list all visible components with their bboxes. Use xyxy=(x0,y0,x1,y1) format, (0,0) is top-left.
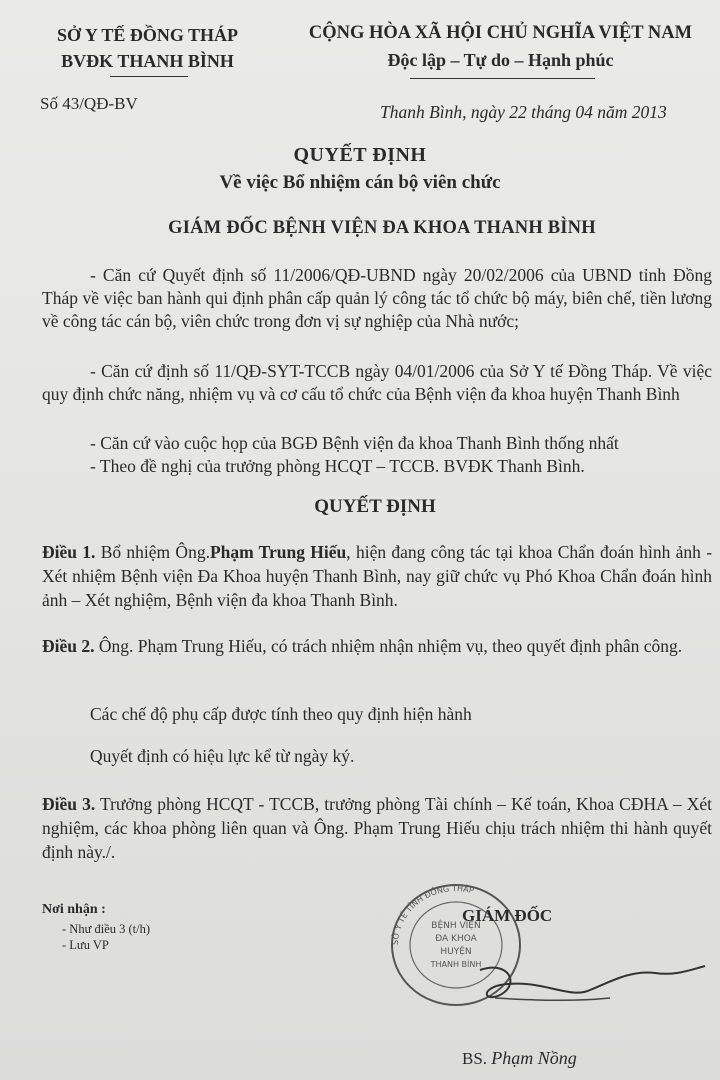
article-2 xyxy=(42,634,712,658)
issuer-block xyxy=(20,22,275,74)
legal-basis-1: - Căn cứ Quyết định số 11/2006/QĐ-UBND ngày 20/02/2006 của UBND tỉnh Đồng Tháp về việc ban hành qui định phân cấp quản lý công tác tổ chức bộ máy, biên chế, tiền lương về công tác cán bộ, viên chức trong đơn vị sự nghiệp của Nhà nước; xyxy=(42,265,712,331)
signer-fullname: Phạm Nồng xyxy=(491,1048,577,1068)
document-number: Số 43/QĐ-BV xyxy=(40,94,138,113)
article-1-label: Điều 1. xyxy=(42,542,96,562)
legal-basis-4: - Theo đề nghị của trưởng phòng HCQT – TCCB. BVĐK Thanh Bình. xyxy=(90,456,585,476)
recipient-item: - Như điều 3 (t/h) xyxy=(62,922,151,936)
director-heading: GIÁM ĐỐC BỆNH VIỆN ĐA KHOA THANH BÌNH xyxy=(168,218,596,238)
handwritten-signature xyxy=(440,940,710,1020)
legal-basis-2: - Căn cứ định số 11/QĐ-SYT-TCCB ngày 04/01/2006 của Sở Y tế Đồng Tháp. Về việc quy định chức năng, nhiệm vụ và cơ cấu tổ chức của Bệnh viện đa khoa huyện Thanh Bình xyxy=(42,361,712,404)
stamp-line: BỆNH VIỆN xyxy=(431,921,481,931)
stamp-line: ĐA KHOA xyxy=(435,934,477,944)
article-3 xyxy=(42,792,712,864)
issuer-department: SỞ Y TẾ ĐỒNG THÁP xyxy=(56,25,239,45)
issuer-hospital: BVĐK THANH BÌNH xyxy=(61,51,234,71)
stamp-line: THANH BÌNH xyxy=(430,960,482,969)
decision-heading: QUYẾT ĐỊNH xyxy=(314,496,436,517)
country-name: CỘNG HÒA XÃ HỘI CHỦ NGHĨA VIỆT NAM xyxy=(308,23,693,43)
signatory-title: GIÁM ĐỐC xyxy=(462,906,553,925)
signer-prefix: BS. xyxy=(462,1049,492,1068)
motto: Độc lập – Tự do – Hạnh phúc xyxy=(387,50,614,70)
appointee-name: Phạm Trung Hiếu xyxy=(209,542,347,562)
stamp-ring-text: SỞ Y TẾ TỈNH ĐỒNG THÁP xyxy=(390,883,475,946)
signer-name xyxy=(462,1048,577,1069)
issuer-underline xyxy=(110,76,188,77)
effective-line: Quyết định có hiệu lực kể từ ngày ký. xyxy=(90,746,355,766)
document-subject: Về việc Bổ nhiệm cán bộ viên chức xyxy=(219,172,501,193)
document-title: QUYẾT ĐỊNH xyxy=(293,144,427,166)
legal-basis-3: - Căn cứ vào cuộc họp của BGĐ Bệnh viện đa khoa Thanh Bình thống nhất xyxy=(90,433,619,453)
article-1-pre: Bổ nhiệm Ông. xyxy=(95,542,210,562)
document-date: Thanh Bình, ngày 22 tháng 04 năm 2013 xyxy=(380,102,667,122)
recipients-label: Nơi nhận : xyxy=(42,902,106,917)
stamp-line: HUYỆN xyxy=(440,947,472,957)
article-2-text: Ông. Phạm Trung Hiếu, có trách nhiệm nhận nhiệm vụ, theo quyết định phân công. xyxy=(94,636,683,656)
article-3-text: Trưởng phòng HCQT - TCCB, trưởng phòng Tài chính – Kế toán, Khoa CĐHA – Xét nghiệm, các khoa phòng liên quan và Ông. Phạm Trung Hiếu chịu trách nhiệm thi hành quyết định này./. xyxy=(42,794,713,862)
recipient-item: - Lưu VP xyxy=(62,938,109,952)
motto-underline xyxy=(410,78,595,79)
national-motto-block xyxy=(283,20,718,74)
article-1 xyxy=(42,540,712,612)
article-3-label: Điều 3. xyxy=(42,794,96,814)
allowance-line: Các chế độ phụ cấp được tính theo quy định hiện hành xyxy=(90,704,472,724)
article-2-label: Điều 2. xyxy=(42,636,95,656)
article-1-text: , hiện đang công tác tại khoa Chẩn đoán hình ảnh - Xét nhiệm Bệnh viện Đa Khoa huyện Thanh Bình, nay giữ chức vụ Phó Khoa Chẩn đoán hình ảnh – Xét nghiệm, Bệnh viện đa khoa Thanh Bình. xyxy=(42,542,713,610)
